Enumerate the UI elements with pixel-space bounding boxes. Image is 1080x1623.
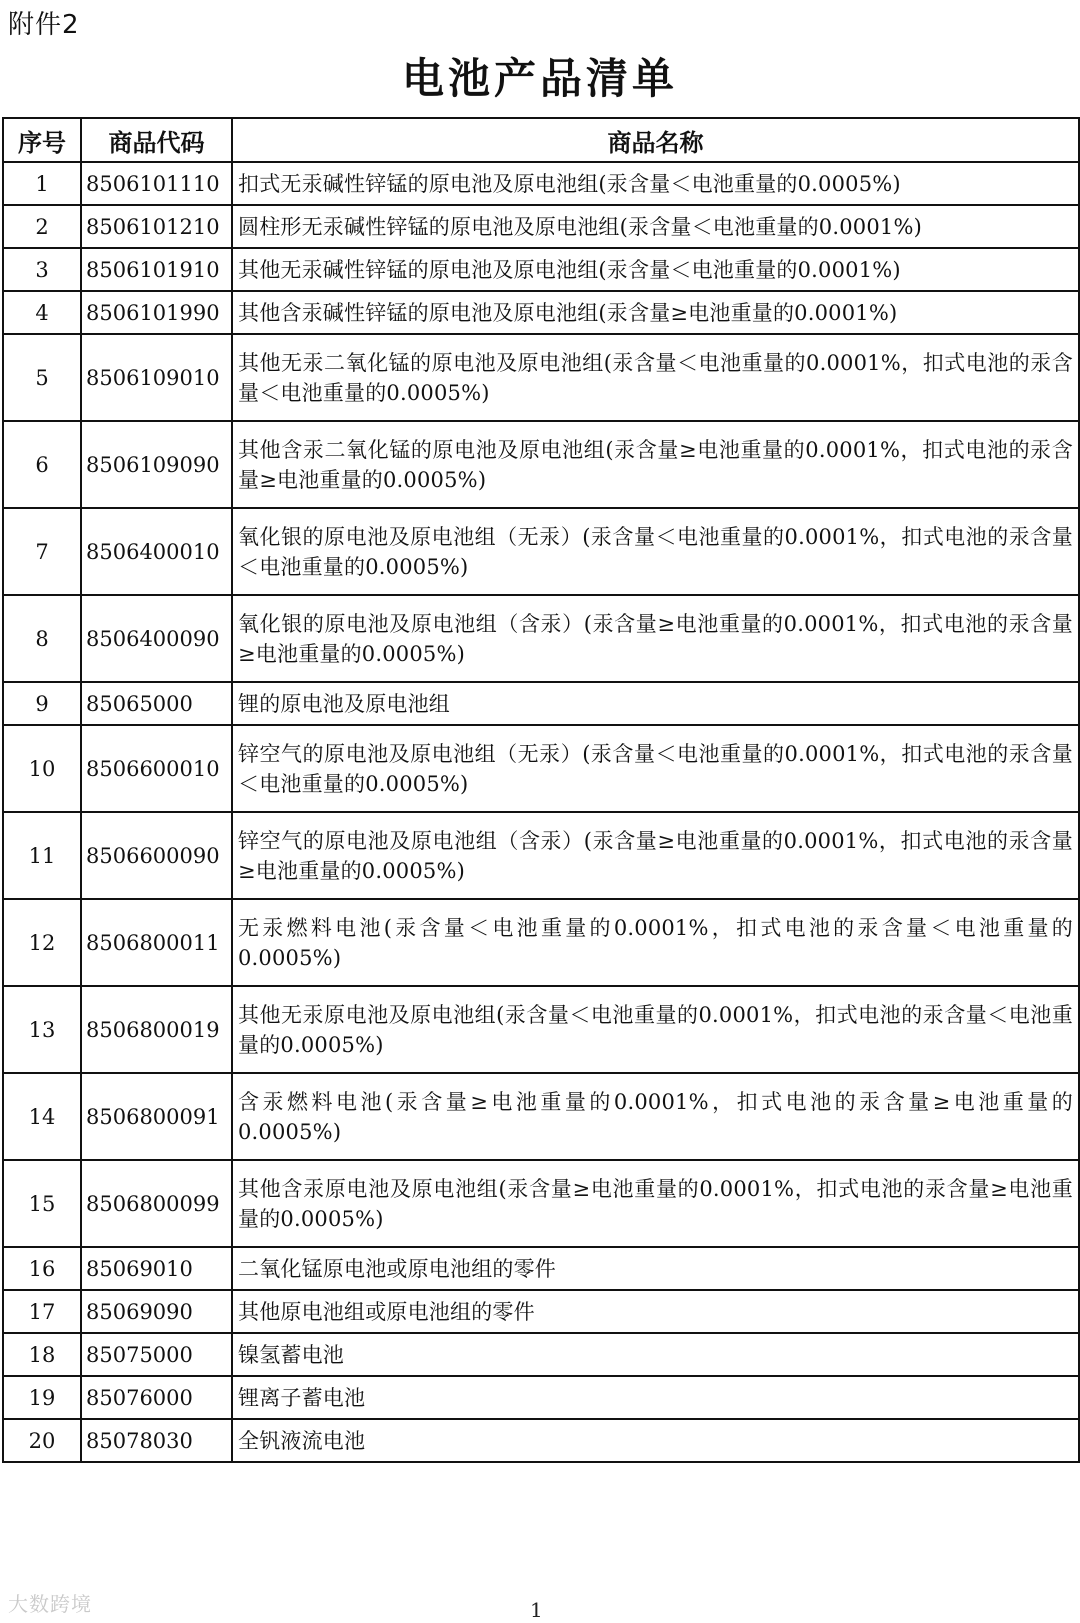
cell-code: 8506109090 [81,421,232,508]
cell-seq: 6 [3,421,81,508]
cell-name: 扣式无汞碱性锌锰的原电池及原电池组(汞含量＜电池重量的0.0005%) [232,162,1079,205]
cell-name: 其他原电池组或原电池组的零件 [232,1290,1079,1333]
table-row [3,682,1079,725]
cell-seq: 15 [3,1160,81,1247]
table-row [3,1073,1079,1160]
table-row [3,1419,1079,1462]
cell-code: 8506400090 [81,595,232,682]
cell-code: 8506600010 [81,725,232,812]
cell-name: 圆柱形无汞碱性锌锰的原电池及原电池组(汞含量＜电池重量的0.0001%) [232,205,1079,248]
cell-code: 85069010 [81,1247,232,1290]
cell-seq: 17 [3,1290,81,1333]
cell-name: 无汞燃料电池(汞含量＜电池重量的0.0001%，扣式电池的汞含量＜电池重量的0.0005%) [232,899,1079,986]
cell-code: 85078030 [81,1419,232,1462]
cell-code: 8506101990 [81,291,232,334]
cell-seq: 11 [3,812,81,899]
cell-name: 二氧化锰原电池或原电池组的零件 [232,1247,1079,1290]
cell-seq: 18 [3,1333,81,1376]
cell-name: 氧化银的原电池及原电池组（含汞）(汞含量≥电池重量的0.0001%，扣式电池的汞含量≥电池重量的0.0005%) [232,595,1079,682]
cell-seq: 20 [3,1419,81,1462]
cell-name: 镍氢蓄电池 [232,1333,1079,1376]
page-title: 电池产品清单 [401,54,678,103]
column-header-code: 商品代码 [81,118,232,162]
table-row [3,508,1079,595]
table-row [3,421,1079,508]
cell-name: 其他含汞原电池及原电池组(汞含量≥电池重量的0.0001%，扣式电池的汞含量≥电池重量的0.0005%) [232,1160,1079,1247]
table-body [3,162,1079,1462]
table-row [3,812,1079,899]
cell-seq: 2 [3,205,81,248]
cell-code: 85076000 [81,1376,232,1419]
cell-seq: 10 [3,725,81,812]
table-header-row [3,118,1079,162]
table-row [3,1160,1079,1247]
table-row [3,1247,1079,1290]
cell-name: 其他无汞二氧化锰的原电池及原电池组(汞含量＜电池重量的0.0001%，扣式电池的汞含量＜电池重量的0.0005%) [232,334,1079,421]
cell-name: 锌空气的原电池及原电池组（无汞）(汞含量＜电池重量的0.0001%，扣式电池的汞含量＜电池重量的0.0005%) [232,725,1079,812]
table-row [3,899,1079,986]
table-row [3,248,1079,291]
cell-seq: 14 [3,1073,81,1160]
cell-code: 8506101210 [81,205,232,248]
table-row [3,595,1079,682]
cell-name: 全钒液流电池 [232,1419,1079,1462]
table-row [3,1290,1079,1333]
page-number: 1 [530,1598,543,1622]
table-row [3,725,1079,812]
cell-seq: 7 [3,508,81,595]
watermark: 大数跨境 [8,1592,92,1616]
table-row [3,205,1079,248]
cell-seq: 5 [3,334,81,421]
cell-name: 其他无汞原电池及原电池组(汞含量＜电池重量的0.0001%，扣式电池的汞含量＜电池重量的0.0005%) [232,986,1079,1073]
table-row [3,1376,1079,1419]
table-row [3,986,1079,1073]
cell-code: 85069090 [81,1290,232,1333]
table-row [3,291,1079,334]
cell-code: 85065000 [81,682,232,725]
table-row [3,334,1079,421]
cell-seq: 1 [3,162,81,205]
cell-name: 锌空气的原电池及原电池组（含汞）(汞含量≥电池重量的0.0001%，扣式电池的汞含量≥电池重量的0.0005%) [232,812,1079,899]
cell-code: 8506101110 [81,162,232,205]
cell-code: 8506101910 [81,248,232,291]
cell-code: 8506800091 [81,1073,232,1160]
cell-seq: 19 [3,1376,81,1419]
cell-name: 其他含汞二氧化锰的原电池及原电池组(汞含量≥电池重量的0.0001%，扣式电池的汞含量≥电池重量的0.0005%) [232,421,1079,508]
cell-seq: 4 [3,291,81,334]
cell-seq: 13 [3,986,81,1073]
column-header-seq: 序号 [3,118,81,162]
battery-product-table [2,117,1080,1463]
cell-seq: 8 [3,595,81,682]
cell-code: 85075000 [81,1333,232,1376]
cell-name: 氧化银的原电池及原电池组（无汞）(汞含量＜电池重量的0.0001%，扣式电池的汞含量＜电池重量的0.0005%) [232,508,1079,595]
cell-code: 8506800099 [81,1160,232,1247]
table-row [3,1333,1079,1376]
table-row [3,162,1079,205]
cell-code: 8506400010 [81,508,232,595]
cell-code: 8506800011 [81,899,232,986]
cell-name: 锂的原电池及原电池组 [232,682,1079,725]
cell-seq: 16 [3,1247,81,1290]
cell-name: 含汞燃料电池(汞含量≥电池重量的0.0001%，扣式电池的汞含量≥电池重量的0.0005%) [232,1073,1079,1160]
cell-name: 其他无汞碱性锌锰的原电池及原电池组(汞含量＜电池重量的0.0001%) [232,248,1079,291]
cell-code: 8506800019 [81,986,232,1073]
cell-seq: 3 [3,248,81,291]
cell-seq: 12 [3,899,81,986]
cell-code: 8506109010 [81,334,232,421]
cell-name: 其他含汞碱性锌锰的原电池及原电池组(汞含量≥电池重量的0.0001%) [232,291,1079,334]
attachment-label: 附件2 [8,10,80,40]
cell-code: 8506600090 [81,812,232,899]
cell-seq: 9 [3,682,81,725]
column-header-name: 商品名称 [232,118,1079,162]
cell-name: 锂离子蓄电池 [232,1376,1079,1419]
